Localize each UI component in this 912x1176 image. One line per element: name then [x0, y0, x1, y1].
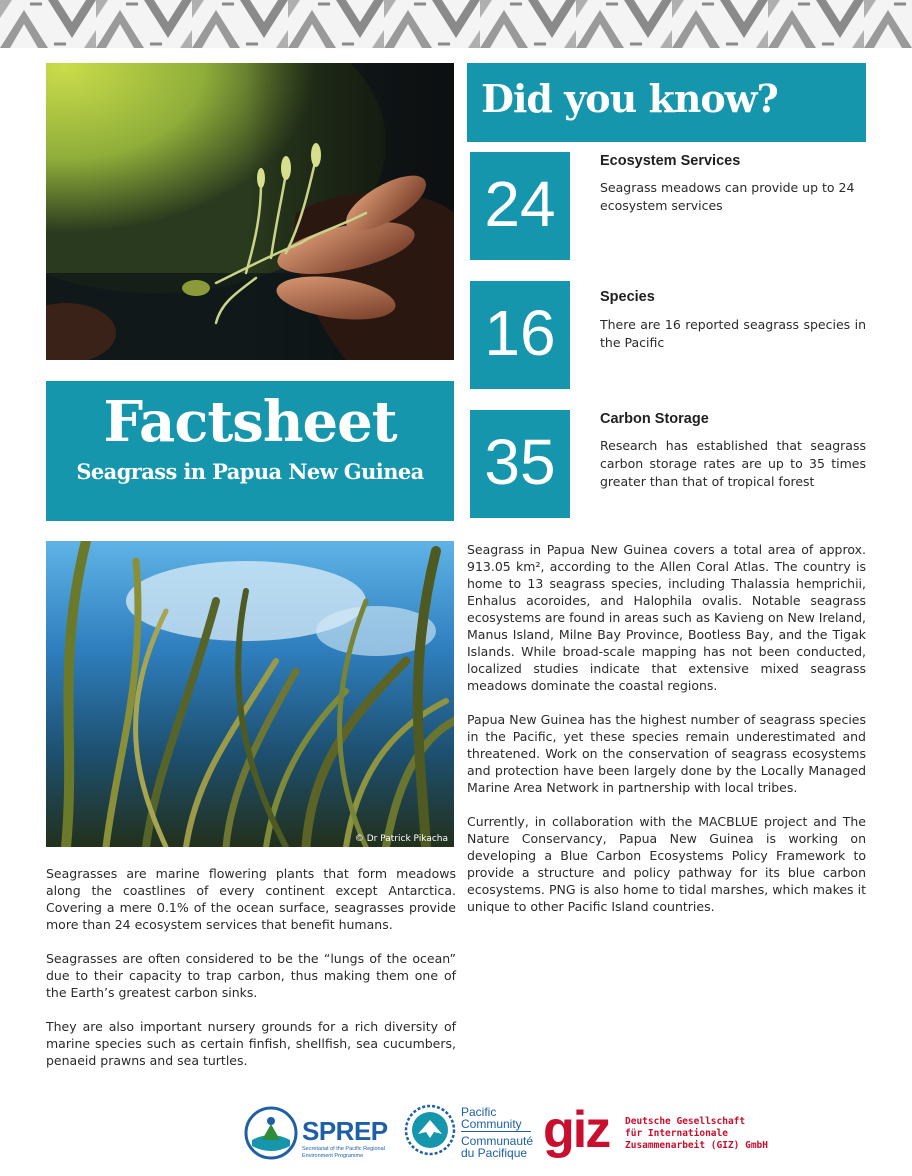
paragraph: Seagrasses are marine flowering plants that form meadows along the coastlines of every continent except Antarctica. Covering a mere 0.1% of the ocean surface, seagrasses provide more than 24 ecosystem services that benefit humans. [46, 866, 456, 932]
sprep-emblem-icon [244, 1106, 298, 1160]
stat-number: 16 [484, 297, 556, 369]
sprep-name: SPREP [302, 1116, 388, 1146]
stat-heading: Ecosystem Services [600, 153, 741, 169]
giz-line: Deutsche Gesellschaft [625, 1116, 746, 1127]
intro-text-column [46, 865, 456, 1086]
stat-heading: Carbon Storage [600, 411, 709, 427]
stat-box-carbon-storage [470, 410, 570, 518]
partner-logos [240, 1100, 800, 1166]
tapa-pattern-icon [0, 0, 912, 48]
factsheet-title-box [46, 381, 454, 521]
paragraph: Papua New Guinea has the highest number of seagrass species in the Pacific, yet these species remain underestimated and threatened. Work on the conservation of seagrass ecosystems and protection have been largely done by the Locally Managed Marine Area Network in partnership with local tribes. [467, 712, 866, 795]
giz-line: für Internationale [625, 1128, 728, 1139]
spc-line: du Pacifique [461, 1146, 528, 1160]
spc-line: Pacific [461, 1105, 497, 1119]
sprep-tagline: Secretariat of the Pacific Regional Environment Programme [302, 1146, 385, 1159]
giz-line: Zusammenarbeit (GIZ) GmbH [625, 1140, 768, 1151]
did-you-know-box [467, 63, 866, 142]
spc-line: Communauté [461, 1134, 534, 1148]
spc-line: Community [461, 1117, 522, 1131]
stat-description: There are 16 reported seagrass species in the Pacific [600, 317, 866, 350]
spc-emblem-icon [404, 1104, 456, 1156]
stat-description: Seagrass meadows can provide up to 24 ecosystem services [600, 180, 855, 213]
stat-number: 24 [484, 168, 556, 240]
png-text-column [467, 541, 866, 932]
stat-description: Research has established that seagrass carbon storage rates are up to 35 times greater than that of tropical forest [600, 438, 866, 489]
stat-number: 35 [484, 426, 556, 498]
seagrass-hand-photo [46, 63, 454, 360]
photo-credit: © Dr Patrick Pikacha [354, 834, 448, 844]
giz-logo [543, 1101, 773, 1164]
stat-box-ecosystem-services [470, 152, 570, 260]
sprep-logo [244, 1106, 394, 1162]
paragraph: They are also important nursery grounds for a rich diversity of marine species such as certain finfish, shellfish, sea cucumbers, penaeid prawns and sea turtles. [46, 1019, 456, 1068]
seagrass-meadow-photo [46, 541, 454, 847]
paragraph: Currently, in collaboration with the MACBLUE project and The Nature Conservancy, Papua New Guinea is working on developing a Blue Carbon Ecosystems Policy Framework to provide a structure and policy pathway for its blue carbon ecosystems. PNG is also home to tidal marshes, which makes it unique to other Pacific Island countries. [467, 814, 866, 914]
factsheet-title: Factsheet [103, 389, 397, 455]
paragraph: Seagrass in Papua New Guinea covers a total area of approx. 913.05 km², according to the Allen Coral Atlas. The country is home to 13 seagrass species, including Thalassia hemprichii, Enhalus acoroides, and Halophila ovalis. Notable seagrass ecosystems are found in areas such as Kavieng on New Ireland, Manus Island, Milne Bay Province, Bootless Bay, and the Tigak Islands. While broad-scale mapping has not been conducted, localized studies indicate that extensive mixed seagrass meadows dominate the coastal regions. [467, 542, 866, 693]
stat-box-species [470, 281, 570, 389]
did-you-know-heading: Did you know? [481, 76, 778, 121]
spc-divider [461, 1131, 531, 1132]
stat-heading: Species [600, 289, 655, 305]
factsheet-subtitle: Seagrass in Papua New Guinea [76, 459, 424, 484]
seagrass-meadow-photo-icon [46, 541, 454, 847]
seagrass-hand-photo-icon [46, 63, 454, 360]
spc-logo [404, 1104, 539, 1164]
decorative-pattern-band [0, 0, 912, 48]
paragraph: Seagrasses are often considered to be the “lungs of the ocean” due to their capacity to trap carbon, thus making them one of the Earth’s greatest carbon sinks. [46, 951, 456, 1000]
giz-mark: giz [543, 1101, 610, 1159]
